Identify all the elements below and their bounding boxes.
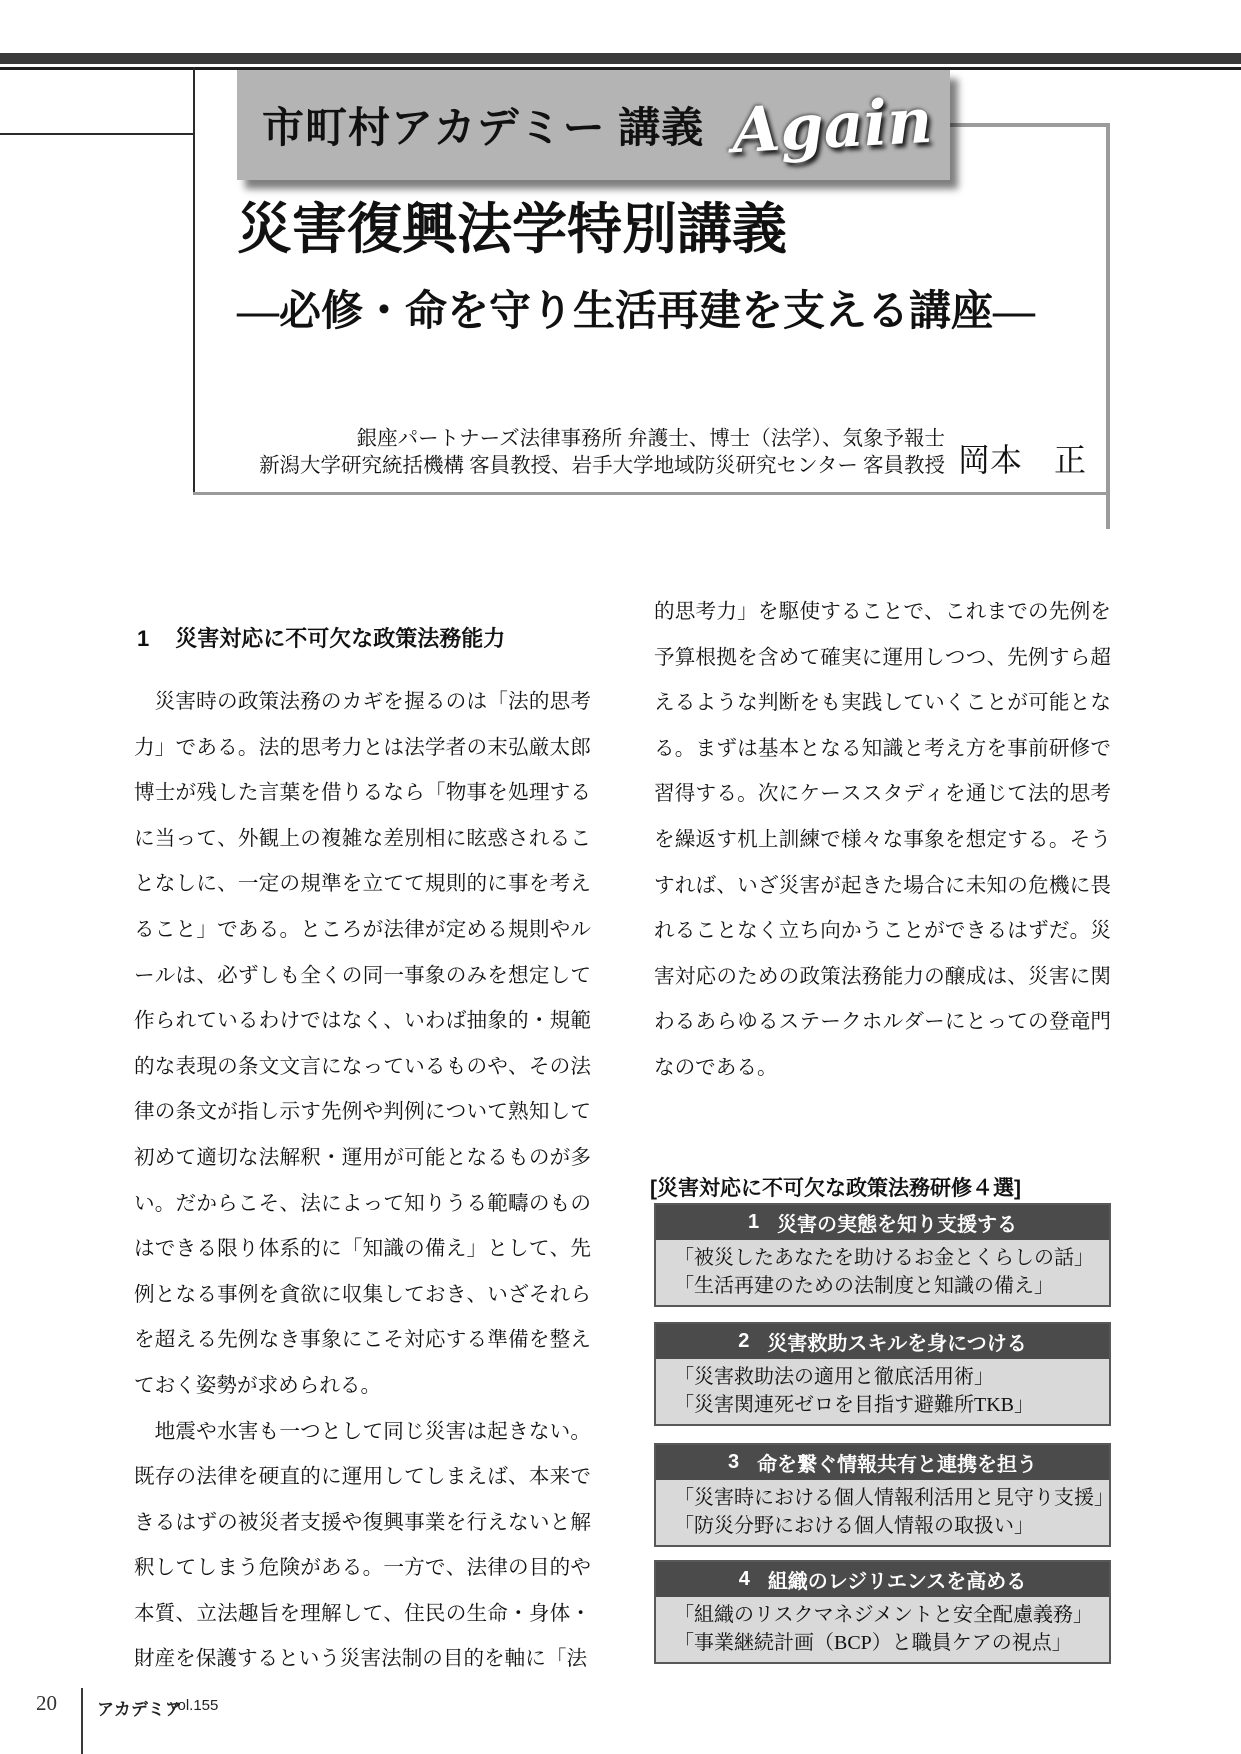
course-item: 「防災分野における個人情報の取扱い」	[674, 1515, 1034, 1537]
course-item: 「組織のリスクマネジメントと安全配慮義務」	[674, 1604, 1093, 1626]
section-number: 1	[137, 626, 150, 651]
body-column-right	[654, 590, 1111, 1092]
course-box-3-title: 命を繋ぐ情報共有と連携を担う	[757, 1454, 1038, 1476]
article-subtitle: ―必修・命を守り生活再建を支える講座―	[237, 289, 1036, 335]
journal-volume: vol.155	[170, 1697, 219, 1714]
series-banner-again-label: Again	[730, 83, 935, 167]
course-box-1-title: 災害の実態を知り支援する	[777, 1214, 1018, 1236]
course-box-3-number: 3	[727, 1451, 740, 1473]
header-gray-corner-vertical-rule	[1106, 123, 1110, 529]
course-box-2-title: 災害救助スキルを身につける	[767, 1333, 1027, 1355]
journal-name: アカデミア	[97, 1700, 182, 1719]
course-box-3-header	[656, 1445, 1109, 1480]
header-left-horizontal-rule	[0, 133, 193, 135]
training-list-label: [災害対応に不可欠な政策法務研修４選]	[650, 1177, 1021, 1200]
course-item: 「被災したあなたを助けるお金とくらしの話」	[674, 1247, 1094, 1269]
section-title: 災害対応に不可欠な政策法務能力	[175, 626, 506, 651]
author-affiliation-line-2: 新潟大学研究統括機構 客員教授、岩手大学地域防災研究センター 客員教授	[259, 455, 945, 477]
paragraph: 的思考力」を駆使することで、これまでの先例を予算根拠を含めて確実に運用しつつ、先例すら超えるような判断をも実践していくことが可能となる。まずは基本となる知識と考え方を事前研修で習得する。次にケーススタディを通じて法的思考を繰返す机上訓練で様々な事象を想定する。そうすれば、いざ災害が起きた場合に未知の危機に畏れることなく立ち向かうことができるはずだ。災害対応のための政策法務能力の醸成は、災害に関わるあらゆるステークホルダーにとっての登竜門なのである。	[654, 601, 1111, 1079]
section-heading	[137, 622, 505, 653]
course-box-4-header	[656, 1562, 1109, 1597]
course-box-1	[654, 1203, 1111, 1307]
article-title: 災害復興法学特別講義	[237, 199, 788, 260]
body-column-left	[134, 680, 591, 1683]
course-item: 「災害関連死ゼロを目指す避難所TKB」	[674, 1394, 1034, 1416]
course-box-3	[654, 1443, 1114, 1547]
course-box-2-body	[656, 1359, 1109, 1424]
author-affiliation-line-1: 銀座パートナーズ法律事務所 弁護士、博士（法学）、気象予報士	[356, 428, 945, 450]
course-box-2	[654, 1322, 1111, 1426]
course-item: 「生活再建のための法制度と知識の備え」	[674, 1275, 1054, 1297]
course-box-2-header	[656, 1324, 1109, 1359]
course-box-1-header	[656, 1205, 1109, 1240]
header-bottom-gray-rule	[193, 492, 1110, 495]
course-box-4-body	[656, 1597, 1109, 1662]
author-affiliations	[200, 426, 945, 480]
course-item: 「事業継続計画（BCP）と職員ケアの視点」	[674, 1632, 1072, 1654]
course-box-3-body	[656, 1480, 1114, 1545]
header-gray-corner-horizontal-rule	[944, 123, 1110, 127]
header-top-bar	[0, 53, 1241, 64]
course-box-4-title: 組織のレジリエンスを高める	[767, 1571, 1027, 1593]
series-banner	[237, 70, 950, 180]
course-item: 「災害時における個人情報利活用と見守り支援」	[674, 1487, 1114, 1509]
course-box-1-body	[656, 1240, 1109, 1305]
paragraph: 災害時の政策法務のカギを握るのは「法的思考力」である。法的思考力とは法学者の末弘厳太郎博士が残した言葉を借りるなら「物事を処理するに当って、外観上の複雑な差別相に眩惑されることなしに、一定の規準を立てて規則的に事を考えること」である。ところが法律が定める規則やルールは、必ずしも全くの同一事象のみを想定して作られているわけではなく、いわば抽象的・規範的な表現の条文文言になっているものや、その法律の条文が指し示す先例や判例について熟知して初めて適切な法解釈・運用が可能となるものが多い。だからこそ、法によって知りうる範疇のものはできる限り体系的に「知識の備え」として、先例となる事例を貪欲に収集しておき、いざそれらを超える先例なき事象にこそ対応する準備を整えておく姿勢が求められる。	[134, 691, 591, 1397]
series-banner-label: 市町村アカデミー 講義	[262, 104, 705, 151]
course-item: 「災害救助法の適用と徹底活用術」	[674, 1366, 994, 1388]
course-box-2-number: 2	[738, 1330, 750, 1352]
course-box-4	[654, 1560, 1111, 1664]
header-left-vertical-rule	[193, 67, 195, 493]
author-name: 岡本 正	[958, 442, 1087, 478]
footer-divider-rule	[81, 1688, 83, 1754]
course-box-4-number: 4	[738, 1568, 750, 1590]
paragraph: 地震や水害も一つとして同じ災害は起きない。既存の法律を硬直的に運用してしまえば、本来できるはずの被災者支援や復興事業を行えないと解釈してしまう危険がある。一方で、法律の目的や本質、立法趣旨を理解して、住民の生命・身体・財産を保護するという災害法制の目的を軸に「法	[134, 1420, 591, 1671]
course-box-1-number: 1	[747, 1211, 760, 1233]
page-number: 20	[36, 1691, 57, 1715]
